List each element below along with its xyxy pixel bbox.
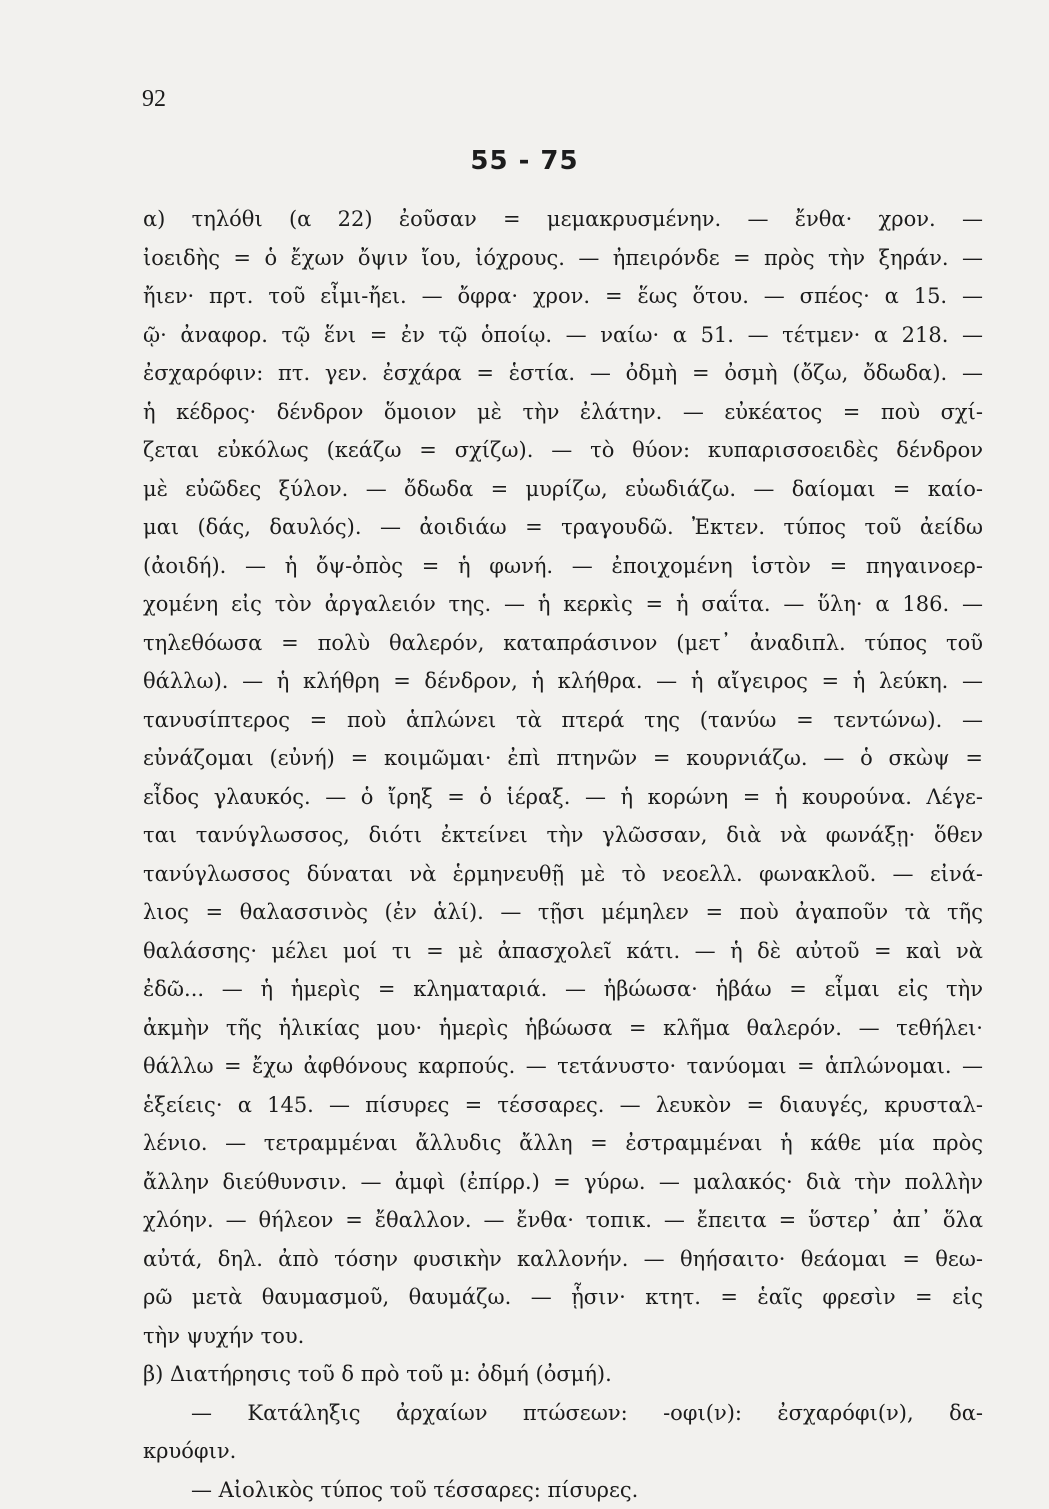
text-line: ἐσχαρόφιν: πτ. γεν. ἐσχάρα = ἑστία. — ὀδμὴ = ὀσμὴ (ὄζω, ὄδωδα). — bbox=[143, 354, 983, 393]
text-line: ῷ· ἀναφορ. τῷ ἕνι = ἐν τῷ ὁποίῳ. — ναίω· α 51. — τέτμεν· α 218. — bbox=[143, 316, 983, 355]
text-line: χλόην. — θήλεον = ἔθαλλον. — ἔνθα· τοπικ. — ἔπειτα = ὕστερ᾽ ἀπ᾽ ὅλα bbox=[143, 1201, 983, 1240]
text-line: ται τανύγλωσσος, διότι ἐκτείνει τὴν γλῶσσαν, διὰ νὰ φωνάξῃ· ὅθεν bbox=[143, 816, 983, 855]
text-line: λένιο. — τετραμμέναι ἄλλυδις ἄλλη = ἐστραμμέναι ἡ κάθε μία πρὸς bbox=[143, 1124, 983, 1163]
text-line: τὴν ψυχήν του. bbox=[143, 1317, 983, 1356]
text-line: χομένη εἰς τὸν ἀργαλειόν της. — ἡ κερκὶς = ἡ σαΐτα. — ὕλη· α 186. — bbox=[143, 585, 983, 624]
body-text bbox=[143, 200, 983, 1509]
text-line: μαι (δάς, δαυλός). — ἀοιδιάω = τραγουδῶ. Ἐκτεν. τύπος τοῦ ἀείδω bbox=[143, 508, 983, 547]
text-line: — Αἰολικὸς τύπος τοῦ τέσσαρες: πίσυρες. bbox=[143, 1471, 983, 1509]
text-line: ἐδῶ... — ἡ ἡμερὶς = κληματαριά. — ἡβώωσα· ἡβάω = εἶμαι εἰς τὴν bbox=[143, 970, 983, 1009]
text-line: εὐνάζομαι (εὐνή) = κοιμῶμαι· ἐπὶ πτηνῶν = κουρνιάζω. — ὁ σκὼψ = bbox=[143, 739, 983, 778]
text-line: θαλάσσης· μέλει μοί τι = μὲ ἀπασχολεῖ κάτι. — ἡ δὲ αὐτοῦ = καὶ νὰ bbox=[143, 932, 983, 971]
text-line: ἄλλην διεύθυνσιν. — ἀμφὶ (ἐπίρρ.) = γύρω. — μαλακός· διὰ τὴν πολλὴν bbox=[143, 1163, 983, 1202]
text-line: β) Διατήρησις τοῦ δ πρὸ τοῦ μ: ὀδμή (ὀσμή). bbox=[143, 1355, 983, 1394]
page-number: 92 bbox=[142, 86, 166, 113]
text-line: ἤιεν· πρτ. τοῦ εἶμι-ἤει. — ὄφρα· χρον. = ἕως ὅτου. — σπέος· α 15. — bbox=[143, 277, 983, 316]
text-line: — Κατάληξις ἀρχαίων πτώσεων: -οφι(ν): ἐσχαρόφι(ν), δα- bbox=[143, 1394, 983, 1433]
text-line: τανυσίπτερος = ποὺ ἁπλώνει τὰ πτερά της (τανύω = τεντώνω). — bbox=[143, 701, 983, 740]
text-line: λιος = θαλασσινὸς (ἐν ἁλί). — τῇσι μέμηλεν = ποὺ ἀγαποῦν τὰ τῆς bbox=[143, 893, 983, 932]
text-line: ἑξείεις· α 145. — πίσυρες = τέσσαρες. — λευκὸν = διαυγές, κρυσταλ- bbox=[143, 1086, 983, 1125]
text-line: ἀκμὴν τῆς ἡλικίας μου· ἡμερὶς ἡβώωσα = κλῆμα θαλερόν. — τεθήλει· bbox=[143, 1009, 983, 1048]
text-line: ἰοειδὴς = ὁ ἔχων ὄψιν ἴου, ἰόχρους. — ἠπειρόνδε = πρὸς τὴν ξηράν. — bbox=[143, 239, 983, 278]
text-line: θάλλω). — ἡ κλήθρη = δένδρον, ἡ κλήθρα. — ἡ αἴγειρος = ἡ λεύκη. — bbox=[143, 662, 983, 701]
text-line: μὲ εὐῶδες ξύλον. — ὄδωδα = μυρίζω, εὐωδιάζω. — δαίομαι = καίο- bbox=[143, 470, 983, 509]
text-line: α) τηλόθι (α 22) ἐοῦσαν = μεμακρυσμένην. — ἔνθα· χρον. — bbox=[143, 200, 983, 239]
section-header: 55 - 75 bbox=[0, 146, 1049, 176]
text-line: θάλλω = ἔχω ἀφθόνους καρπούς. — τετάνυστο· τανύομαι = ἁπλώνομαι. — bbox=[143, 1047, 983, 1086]
text-line: εἶδος γλαυκός. — ὁ ἴρηξ = ὁ ἱέραξ. — ἡ κορώνη = ἡ κουρούνα. Λέγε- bbox=[143, 778, 983, 817]
text-line: ζεται εὐκόλως (κεάζω = σχίζω). — τὸ θύον: κυπαρισσοειδὲς δένδρον bbox=[143, 431, 983, 470]
text-line: ρῶ μετὰ θαυμασμοῦ, θαυμάζω. — ᾗσιν· κτητ. = ἑαῖς φρεσὶν = εἰς bbox=[143, 1278, 983, 1317]
text-line: (ἀοιδή). — ἡ ὄψ-ὀπὸς = ἡ φωνή. — ἐποιχομένη ἱστὸν = πηγαινοερ- bbox=[143, 547, 983, 586]
text-line: αὐτά, δηλ. ἀπὸ τόσην φυσικὴν καλλονήν. — θηήσαιτο· θεάομαι = θεω- bbox=[143, 1240, 983, 1279]
text-line: ἡ κέδρος· δένδρον ὅμοιον μὲ τὴν ἐλάτην. — εὐκέατος = ποὺ σχί- bbox=[143, 393, 983, 432]
text-line: τηλεθόωσα = πολὺ θαλερόν, καταπράσινον (μετ᾽ ἀναδιπλ. τύπος τοῦ bbox=[143, 624, 983, 663]
text-line: κρυόφιν. bbox=[143, 1432, 983, 1471]
text-line: τανύγλωσσος δύναται νὰ ἑρμηνευθῇ μὲ τὸ νεοελλ. φωνακλοῦ. — εἰνά- bbox=[143, 855, 983, 894]
